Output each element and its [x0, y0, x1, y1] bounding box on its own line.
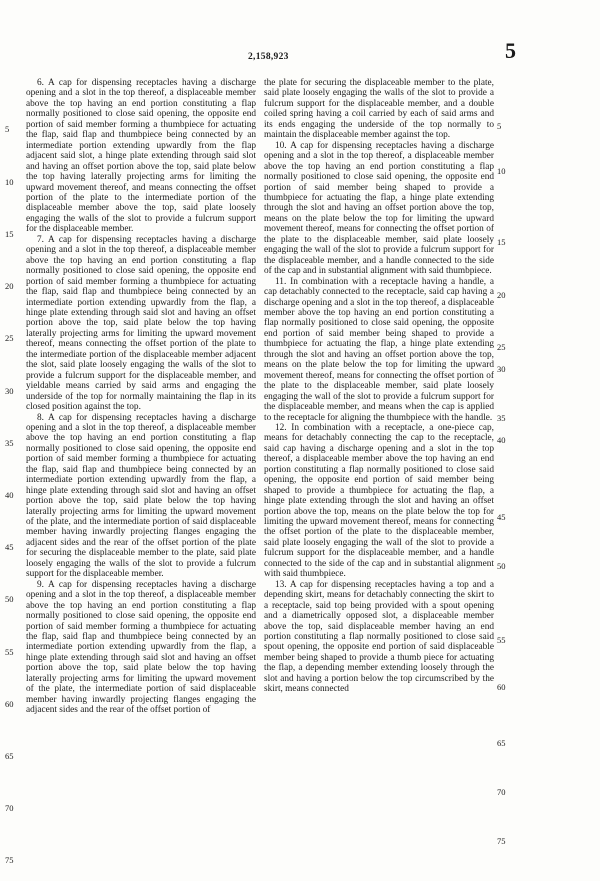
- claim-7: 7. A cap for dispensing receptacles having a discharge opening and a slot in the top thereof, a displaceable member above the top having an end portion constituting a flap normally positioned to close said opening, the opposite end portion of said member forming a thumbpiece for actuating the flap, said flap and thumbpiece being connected by an intermediate portion extending upwardly from the flap, a hinge plate extending through said slot and having an offset portion above the top, said plate below the top having laterally projecting arms for limiting the upward movement thereof, means connecting the offset portion of the plate to the intermediate portion of the displaceable member adjacent the slot, said plate loosely engaging the walls of the slot to provide a fulcrum support for the displaceable member, and yieldable means carried by said arms and engaging the underside of the top for normally maintaining the flap in its closed position against the top.: [26, 234, 256, 413]
- line-number: 65: [497, 738, 506, 748]
- line-number: 75: [5, 855, 14, 865]
- left-column: [26, 78, 256, 868]
- line-number: 70: [497, 787, 506, 797]
- line-number: 10: [497, 166, 506, 176]
- claim-12: 12. In combination with a receptacle, a one-piece cap, means for detachably connecting the cap to the receptacle, said cap having a discharge opening and a slot in the top thereof, a displaceable member above the top having an end portion constituting a flap normally positioned to close said opening, the opposite end portion of said member being shaped to provide a thumbpiece for actuating the flap, a hinge plate extending through the slot and having an offset portion above the top, means on the plate below the top for limiting the upward movement thereof, means for connecting the offset portion of the plate to the displaceable member, said plate loosely engaging the wall of the slot to provide a fulcrum support for the displaceable member, and a handle connected to the side of the cap and in substantial alignment with said thumbpiece.: [264, 422, 494, 580]
- patent-number: 2,158,923: [248, 52, 289, 62]
- claim-11: 11. In combination with a receptacle having a handle, a cap detachably connected to the receptacle, said cap having a discharge opening and a slot in the top thereof, a displaceable member above the top having an end portion constituting a flap normally positioned to close said opening, the opposite end portion of said member being shaped to provide a thumbpiece for actuating the flap, a hinge plate extending through the slot and having an offset portion above the top, means on the plate below the top for limiting the upward movement thereof, means for connecting the offset portion of the plate to the displaceable member, said plate loosely engaging the wall of the slot to provide a fulcrum support for the displaceable member, and means when the cap is applied to the receptacle for aligning the thumbpiece with the handle.: [264, 276, 494, 423]
- right-column: [264, 78, 494, 868]
- line-number: 30: [497, 364, 506, 374]
- line-number: 75: [497, 836, 506, 846]
- claim-9-continued: the plate for securing the displaceable member to the plate, said plate loosely engaging the walls of the slot to provide a fulcrum support for the displaceable member, and a double coiled spring having a coil carried by each of said arms and its ends engaging the underside of the top normally to maintain the displaceable member against the top.: [264, 78, 494, 141]
- line-number: 40: [497, 435, 506, 445]
- line-number: 50: [497, 561, 506, 571]
- line-number: 50: [5, 594, 14, 604]
- line-number: 30: [5, 386, 14, 396]
- line-number: 20: [5, 281, 14, 291]
- line-number: 25: [5, 333, 14, 343]
- line-number: 35: [497, 413, 506, 423]
- claim-9: 9. A cap for dispensing receptacles having a discharge opening and a slot in the top thereof, a displaceable member above the top having an end portion constituting a flap normally positioned to close said opening, the opposite end portion of said member forming a thumbpiece for actuating the flap, said flap and thumbpiece being connected by an intermediate portion extending upwardly from the flap, a hinge plate extending through said slot and having an offset portion above the top, said plate below the top having laterally projecting arms for limiting the upward movement of the plate, the intermediate portion of said displaceable member having inwardly projecting flanges engaging the adjacent sides and the rear of the offset portion of: [26, 579, 256, 716]
- line-number: 65: [5, 751, 14, 761]
- line-number: 70: [5, 803, 14, 813]
- claim-8: 8. A cap for dispensing receptacles having a discharge opening and a slot in the top thereof, a displaceable member above the top having an end portion constituting a flap normally positioned to close said opening, the opposite end portion of said member forming a thumbpiece for actuating the flap, said flap and thumbpiece being connected by an intermediate portion extending upwardly from the flap, a hinge plate extending through said slot and having an offset portion above the top, said plate below the top having laterally projecting arms for limiting the upward movement of the plate, and the intermediate portion of said displaceable member having inwardly projecting flanges engaging the adjacent sides and the rear of the offset portion of the plate for securing the displaceable member to the plate, said plate loosely engaging the walls of the slot to provide a fulcrum support for the displaceable member.: [26, 412, 256, 580]
- line-number: 60: [497, 682, 506, 692]
- line-number: 45: [497, 512, 506, 522]
- line-number: 5: [5, 124, 10, 134]
- line-number: 45: [5, 542, 14, 552]
- line-number: 35: [5, 438, 14, 448]
- line-number: 5: [497, 121, 502, 131]
- page-header: [0, 38, 600, 72]
- line-number: 40: [5, 490, 14, 500]
- line-number: 55: [497, 635, 506, 645]
- line-number: 10: [5, 177, 14, 187]
- claim-6: 6. A cap for dispensing receptacles having a discharge opening and a slot in the top thereof, a displaceable member above the top having an end portion constituting a flap normally positioned to close said opening, the opposite end portion of said member forming a thumbpiece for actuating the flap, said flap and thumbpiece being connected by an intermediate portion extending upwardly from the flap adjacent said slot, a hinge plate extending through said slot and having an offset portion above the top, said plate below the top having laterally projecting arms for limiting the upward movement thereof, and means connecting the offset portion of the plate to the intermediate portion of the displaceable member above the top, said plate loosely engaging the walls of the slot to provide a fulcrum support for the displaceable member.: [26, 78, 256, 235]
- line-number: 15: [5, 229, 14, 239]
- line-number: 25: [497, 342, 506, 352]
- line-number: 55: [5, 647, 14, 657]
- line-number: 20: [497, 290, 506, 300]
- page-number: 5: [505, 38, 516, 63]
- line-number: 60: [5, 699, 14, 709]
- claim-10: 10. A cap for dispensing receptacles having a discharge opening and a slot in the top thereof, a displaceable member above the top having an end portion constituting a flap normally positioned to close said opening, the opposite end portion of said member being shaped to provide a thumbpiece for actuating the flap, a hinge plate extending through the slot and having an offset portion above the top, means on the plate below the top for limiting the upward movement thereof, means for connecting the offset portion of the plate to the displaceable member, said plate loosely engaging the wall of the slot to provide a fulcrum support for the displaceable member, and a handle connected to the side of the cap and in substantial alignment with said thumbpiece.: [264, 140, 494, 277]
- line-number: 15: [497, 237, 506, 247]
- claim-13: 13. A cap for dispensing receptacles having a top and a depending skirt, means for detachably connecting the skirt to a receptacle, said top being provided with a spout opening and a diametrically opposed slot, a displaceable member above the top, said displaceable member having an end portion constituting a flap normally positioned to close said spout opening, the opposite end portion of said displaceable member being shaped to provide a thumb piece for actuating the flap, a depending member extending loosely through the slot and having a portion below the top circumscribed by the skirt, means connected: [264, 579, 494, 695]
